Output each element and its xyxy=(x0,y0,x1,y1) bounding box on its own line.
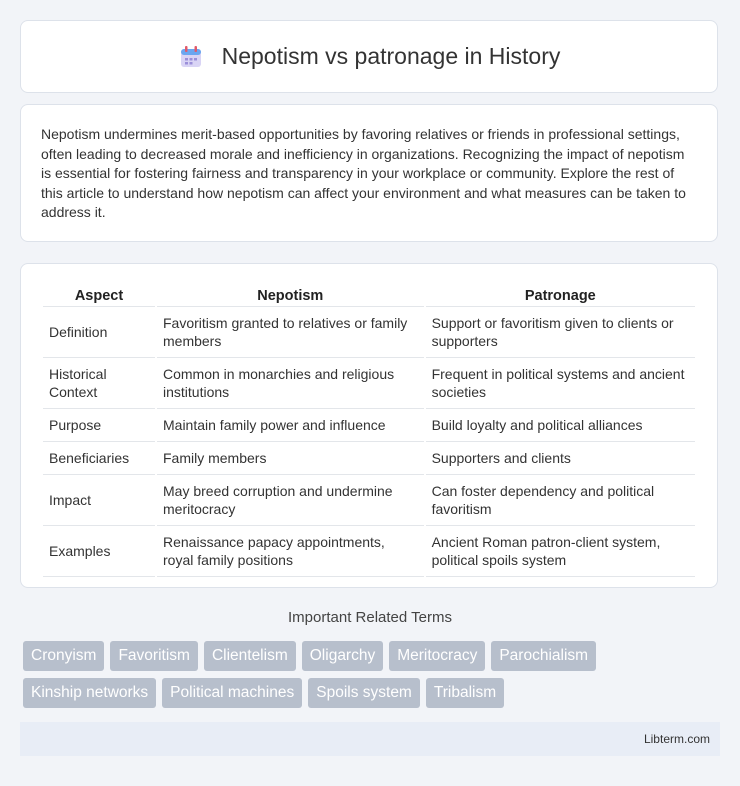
table-row xyxy=(43,307,695,358)
table-cell-patronage: Frequent in political systems and ancient societies xyxy=(426,358,695,409)
tag-meritocracy[interactable]: Meritocracy xyxy=(389,641,485,671)
footer xyxy=(20,722,720,756)
tag-row xyxy=(23,678,723,708)
related-terms-title: Important Related Terms xyxy=(288,609,452,626)
table-cell-aspect: Historical Context xyxy=(43,358,155,409)
tag-kinship-networks[interactable]: Kinship networks xyxy=(23,678,156,708)
tag-parochialism[interactable]: Parochialism xyxy=(491,641,596,671)
table-cell-patronage: Build loyalty and political alliances xyxy=(426,409,695,442)
tag-political-machines[interactable]: Political machines xyxy=(162,678,302,708)
table-cell-aspect: Definition xyxy=(43,307,155,358)
header-nepotism: Nepotism xyxy=(157,284,424,307)
tag-row xyxy=(23,641,723,671)
related-terms xyxy=(23,641,723,715)
calendar-icon xyxy=(178,44,204,70)
intro-paragraph: Nepotism undermines merit-based opportunities by favoring relatives or friends in professional settings, often leading to decreased morale and inefficiency in organizations. Recognizing the impact of nepotism is essential for fostering fairness and transparency in your workplace or community. Explore the rest of this article to understand how nepotism can affect your environment and what measures can be taken to address it. xyxy=(41,126,686,220)
tag-spoils-system[interactable]: Spoils system xyxy=(308,678,420,708)
page-title: Nepotism vs patronage in History xyxy=(221,43,561,69)
comparison-card xyxy=(20,263,718,588)
footer-site-link[interactable]: Libterm.com xyxy=(643,732,710,746)
table-cell-nepotism: Maintain family power and influence xyxy=(157,409,424,442)
table-cell-patronage: Can foster dependency and political favoritism xyxy=(426,475,695,526)
table-cell-patronage: Support or favoritism given to clients or supporters xyxy=(426,307,695,358)
table-row xyxy=(43,358,695,409)
table-cell-nepotism: May breed corruption and undermine meritocracy xyxy=(157,475,424,526)
table-row xyxy=(43,409,695,442)
table-cell-patronage: Supporters and clients xyxy=(426,442,695,475)
table-row xyxy=(43,442,695,475)
intro-card xyxy=(20,104,718,242)
table-cell-aspect: Examples xyxy=(43,526,155,577)
tag-clientelism[interactable]: Clientelism xyxy=(204,641,296,671)
table-cell-nepotism: Family members xyxy=(157,442,424,475)
table-cell-nepotism: Renaissance papacy appointments, royal family positions xyxy=(157,526,424,577)
table-cell-patronage: Ancient Roman patron-client system, political spoils system xyxy=(426,526,695,577)
table-cell-aspect: Impact xyxy=(43,475,155,526)
tag-favoritism[interactable]: Favoritism xyxy=(110,641,197,671)
tag-cronyism[interactable]: Cronyism xyxy=(23,641,104,671)
header-patronage: Patronage xyxy=(426,284,695,307)
header-card xyxy=(20,20,718,93)
table-cell-aspect: Purpose xyxy=(43,409,155,442)
comparison-table xyxy=(41,284,697,577)
tag-oligarchy[interactable]: Oligarchy xyxy=(302,641,383,671)
tag-tribalism[interactable]: Tribalism xyxy=(426,678,504,708)
table-cell-nepotism: Favoritism granted to relatives or family members xyxy=(157,307,424,358)
table-cell-nepotism: Common in monarchies and religious institutions xyxy=(157,358,424,409)
table-header-row xyxy=(43,284,695,307)
header-aspect: Aspect xyxy=(43,284,155,307)
table-row xyxy=(43,475,695,526)
table-cell-aspect: Beneficiaries xyxy=(43,442,155,475)
table-row xyxy=(43,526,695,577)
